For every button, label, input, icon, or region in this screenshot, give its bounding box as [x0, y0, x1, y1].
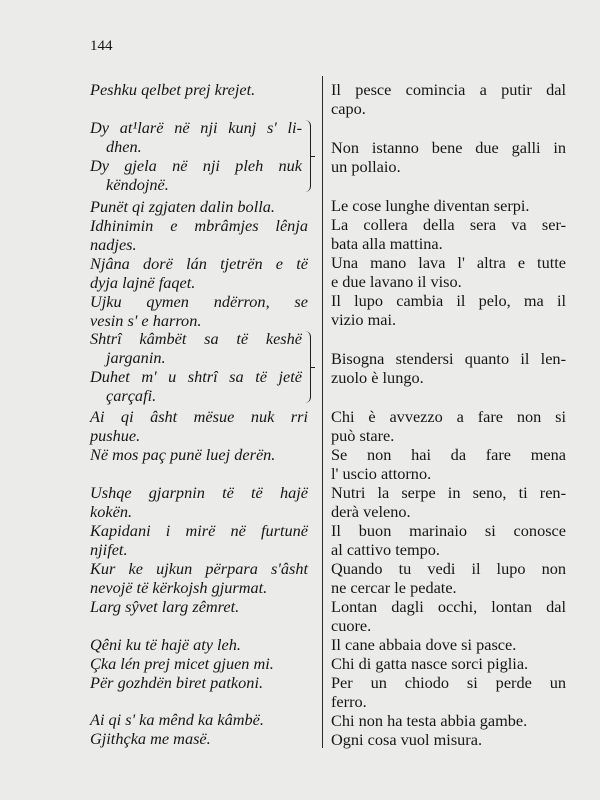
text-line: kokën. — [90, 502, 133, 521]
text-line: Për gozhdën biret patkoni. — [90, 673, 264, 692]
albanian-proverb — [90, 80, 308, 99]
text-line: Gjithçka me masë. — [90, 729, 211, 748]
text-line: Dy at¹larë në nji kunj s' li- — [90, 118, 302, 137]
text-line: Njâna dorë lán tjetrën e të — [90, 254, 308, 273]
text-line: Ushqe gjarpnin të të hajë — [90, 483, 308, 502]
italian-translation — [331, 654, 566, 673]
italian-translation — [331, 349, 566, 387]
italian-translation — [331, 559, 566, 597]
text-line: Se non hai da fare mena — [331, 445, 566, 464]
text-line: jarganin. — [106, 348, 166, 367]
albanian-proverb — [90, 445, 308, 464]
text-line: e due lavano il viso. — [331, 272, 462, 291]
text-line: Le cose lunghe diventan serpi. — [331, 196, 530, 215]
text-line: Shtrî kâmbët sa të keshë — [90, 329, 302, 348]
albanian-proverb — [90, 118, 302, 194]
text-line: Chi è avvezzo a fare non si — [331, 407, 566, 426]
text-line: vizio mai. — [331, 310, 397, 329]
page-number: 144 — [90, 38, 113, 54]
italian-translation — [331, 80, 566, 118]
column-divider — [322, 76, 323, 748]
text-line: Il cane abbaia dove si pasce. — [331, 635, 517, 654]
text-line: Duhet m' u shtrî sa të jetë — [90, 367, 302, 386]
text-line: Il buon marinaio si conosce — [331, 521, 566, 540]
italian-translation — [331, 253, 566, 291]
text-line: zuolo è lungo. — [331, 368, 424, 387]
albanian-proverb — [90, 483, 308, 521]
text-line: çarçafi. — [106, 386, 157, 405]
text-line: Çka lén prej micet gjuen mi. — [90, 654, 274, 673]
albanian-proverb — [90, 521, 308, 559]
albanian-proverb — [90, 597, 308, 616]
text-line: Per un chiodo si perde un — [331, 673, 566, 692]
text-line: këndojnë. — [106, 175, 169, 194]
text-line: nevojë të kërkojsh gjurmat. — [90, 578, 268, 597]
italian-translation — [331, 407, 566, 445]
albanian-proverb — [90, 673, 308, 692]
text-line: cuore. — [331, 616, 372, 635]
albanian-proverb — [90, 729, 308, 748]
albanian-proverb — [90, 710, 308, 729]
text-line: può stare. — [331, 426, 395, 445]
italian-translation — [331, 138, 566, 176]
albanian-proverb — [90, 292, 308, 330]
text-line: Quando tu vedi il lupo non — [331, 559, 566, 578]
italian-translation — [331, 730, 566, 749]
text-line: dhen. — [106, 137, 142, 156]
text-line: derà veleno. — [331, 502, 411, 521]
text-line: ne cercar le pedate. — [331, 578, 457, 597]
text-line: Chi non ha testa abbia gambe. — [331, 711, 528, 730]
text-line: Non istanno bene due galli in — [331, 138, 566, 157]
albanian-proverb — [90, 254, 308, 292]
italian-translation — [331, 215, 566, 253]
text-line: Qêni ku të hajë aty leh. — [90, 635, 241, 654]
text-line: un pollaio. — [331, 157, 401, 176]
grouping-brace — [305, 331, 311, 403]
text-line: Bisogna stendersi quanto il len- — [331, 349, 566, 368]
text-line: vesin s' e harron. — [90, 311, 202, 330]
grouping-brace — [305, 120, 311, 192]
text-line: njifet. — [90, 540, 128, 559]
albanian-proverb — [90, 407, 308, 445]
text-line: l' uscio attorno. — [331, 464, 432, 483]
text-line: Ai qi âsht mësue nuk rri — [90, 407, 308, 426]
text-line: bata alla mattina. — [331, 234, 443, 253]
text-line: Peshku qelbet prej krejet. — [90, 80, 256, 99]
albanian-proverb — [90, 559, 308, 597]
text-line: Lontan dagli occhi, lontan dal — [331, 597, 566, 616]
italian-translation — [331, 597, 566, 635]
albanian-proverb — [90, 329, 302, 405]
albanian-proverb — [90, 635, 308, 654]
italian-translation — [331, 196, 566, 215]
italian-translation — [331, 483, 566, 521]
albanian-proverb — [90, 654, 308, 673]
text-line: Il pesce comincia a putir dal — [331, 80, 566, 99]
text-line: nadjes. — [90, 235, 137, 254]
text-line: Nutri la serpe in seno, ti ren- — [331, 483, 566, 502]
text-line: Kur ke ujkun përpara s'âsht — [90, 559, 308, 578]
text-line: Chi di gatta nasce sorci piglia. — [331, 654, 529, 673]
italian-translation — [331, 673, 566, 711]
text-line: Ogni cosa vuol misura. — [331, 730, 483, 749]
text-line: La collera della sera va ser- — [331, 215, 566, 234]
text-line: ferro. — [331, 692, 367, 711]
text-line: Il lupo cambia il pelo, ma il — [331, 291, 566, 310]
italian-translation — [331, 635, 566, 654]
text-line: Në mos paç punë luej derën. — [90, 445, 276, 464]
text-line: Punët qi zgjaten dalin bolla. — [90, 197, 275, 216]
italian-translation — [331, 445, 566, 483]
text-line: Una mano lava l' altra e tutte — [331, 253, 566, 272]
text-line: Dy gjela në nji pleh nuk — [90, 156, 302, 175]
albanian-proverb — [90, 197, 308, 216]
italian-translation — [331, 711, 566, 730]
text-line: capo. — [331, 99, 366, 118]
text-line: al cattivo tempo. — [331, 540, 440, 559]
text-line: Kapidani i mirë në furtunë — [90, 521, 308, 540]
text-line: Idhinimin e mbrâmjes lênja — [90, 216, 308, 235]
text-line: pushue. — [90, 426, 141, 445]
text-line: dyja lajnë faqet. — [90, 273, 196, 292]
text-line: Ujku qymen ndërron, se — [90, 292, 308, 311]
italian-translation — [331, 521, 566, 559]
albanian-proverb — [90, 216, 308, 254]
italian-translation — [331, 291, 566, 329]
text-line: Ai qi s' ka mênd ka kâmbë. — [90, 710, 264, 729]
text-line: Larg sŷvet larg zêmret. — [90, 597, 240, 616]
